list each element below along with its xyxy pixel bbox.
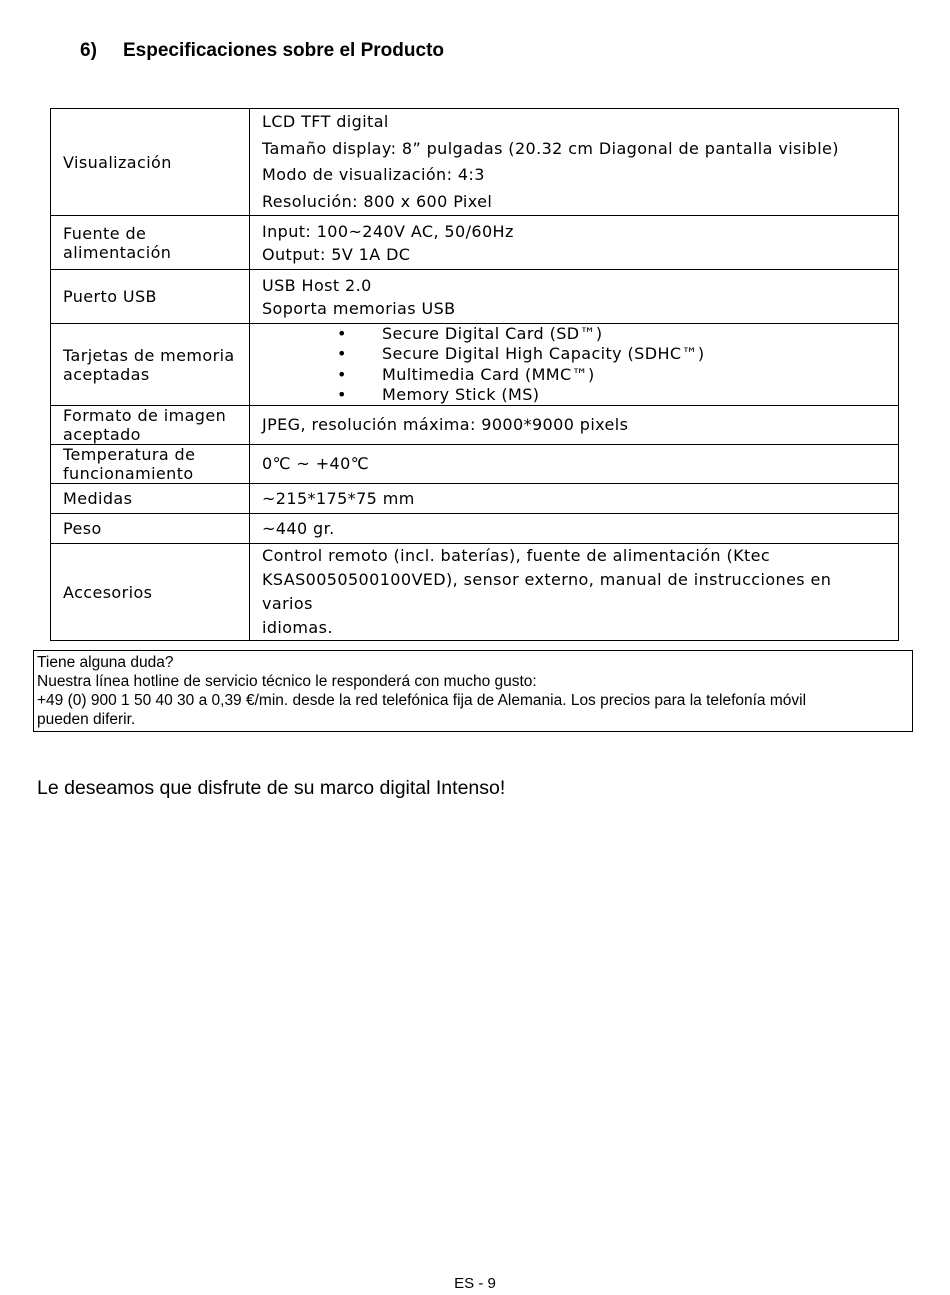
spec-line: Output: 5V 1A DC	[262, 244, 411, 264]
spec-line: Tamaño display: 8” pulgadas (20.32 cm Diagonal de pantalla visible)	[262, 138, 839, 158]
spec-value	[250, 109, 899, 216]
spec-value: ~440 gr.	[250, 514, 899, 544]
spec-label: Visualización	[51, 109, 250, 216]
spec-row-cards	[51, 324, 899, 406]
spec-line: KSAS0050500100VED), sensor externo, manual de instrucciones en varios	[262, 570, 832, 614]
spec-line: Control remoto (incl. baterías), fuente de alimentación (Ktec	[262, 546, 771, 566]
spec-value: ~215*175*75 mm	[250, 484, 899, 514]
spec-value	[250, 324, 899, 406]
support-line: pueden diferir.	[37, 711, 136, 728]
spec-row-usb	[51, 270, 899, 324]
spec-label: Temperatura de funcionamiento	[51, 445, 250, 484]
spec-label: Medidas	[51, 484, 250, 514]
spec-row-power	[51, 216, 899, 270]
section-heading	[80, 40, 444, 62]
spec-value	[250, 270, 899, 324]
spec-label: Tarjetas de memoria aceptadas	[51, 324, 250, 406]
spec-value: JPEG, resolución máxima: 9000*9000 pixels	[250, 406, 899, 445]
spec-line: Resolución: 800 x 600 Pixel	[262, 191, 493, 211]
spec-line: Input: 100~240V AC, 50/60Hz	[262, 221, 514, 241]
support-line: Nuestra línea hotline de servicio técnico le responderá con mucho gusto:	[37, 673, 537, 690]
spec-label: Fuente de alimentación	[51, 216, 250, 270]
spec-row-accessories	[51, 544, 899, 641]
spec-label: Peso	[51, 514, 250, 544]
section-number: 6)	[80, 40, 97, 61]
spec-line: USB Host 2.0	[262, 275, 372, 295]
spec-value	[250, 216, 899, 270]
support-line: Tiene alguna duda?	[37, 654, 174, 671]
spec-row-weight	[51, 514, 899, 544]
support-line: +49 (0) 900 1 50 40 30 a 0,39 €/min. desde la red telefónica fija de Alemania. Los precios para la telefonía móvil	[37, 692, 807, 709]
spec-row-image-format	[51, 406, 899, 445]
spec-value	[250, 544, 899, 641]
section-title: Especificaciones sobre el Producto	[123, 40, 444, 61]
spec-table	[50, 108, 899, 641]
spec-label: Puerto USB	[51, 270, 250, 324]
spec-row-dimensions	[51, 484, 899, 514]
spec-line: Modo de visualización: 4:3	[262, 165, 485, 184]
list-item: • Memory Stick (MS)	[262, 385, 886, 405]
support-box	[33, 650, 913, 732]
closing-message: Le deseamos que disfrute de su marco digital Intenso!	[37, 777, 506, 799]
spec-label: Formato de imagen aceptado	[51, 406, 250, 445]
page-number: ES - 9	[454, 1275, 496, 1292]
list-item: • Multimedia Card (MMC™)	[262, 365, 886, 385]
spec-row-display	[51, 109, 899, 216]
spec-label: Accesorios	[51, 544, 250, 641]
list-item: • Secure Digital High Capacity (SDHC™)	[262, 344, 886, 364]
spec-line: LCD TFT digital	[262, 112, 389, 131]
card-list	[262, 324, 886, 405]
list-item: • Secure Digital Card (SD™)	[262, 324, 886, 344]
spec-line: idiomas.	[262, 618, 333, 638]
spec-value: 0℃ ~ +40℃	[250, 445, 899, 484]
spec-line: Soporta memorias USB	[262, 298, 456, 318]
spec-row-temperature	[51, 445, 899, 484]
